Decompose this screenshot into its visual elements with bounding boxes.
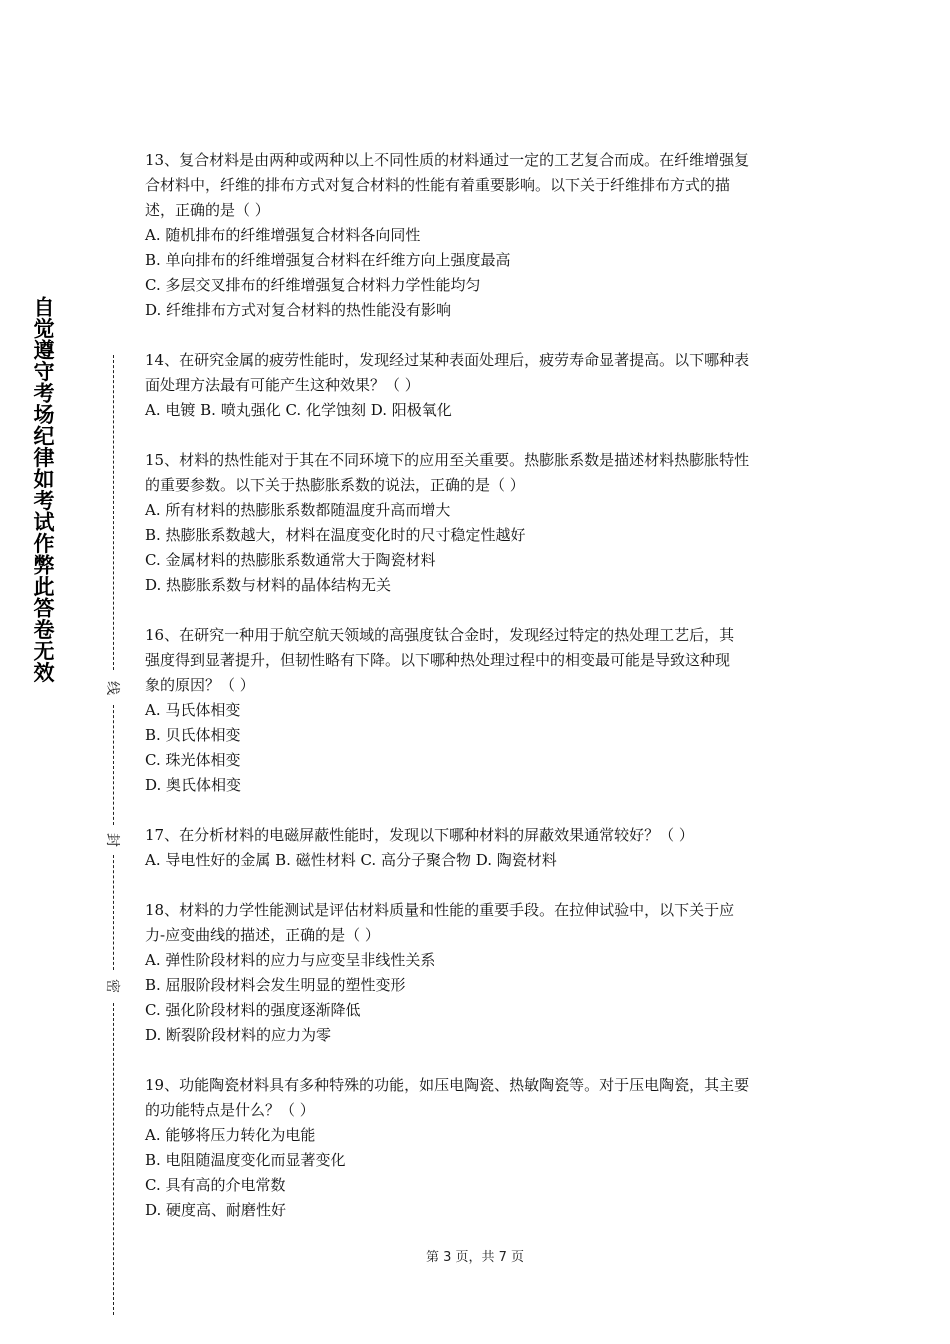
question-stem-line: 18、材料的力学性能测试是评估材料质量和性能的重要手段。在拉伸试验中，以下关于应 bbox=[145, 901, 735, 919]
binding-line bbox=[113, 855, 114, 970]
answer-option: A. 导电性好的金属 B. 磁性材料 C. 高分子聚合物 D. 陶瓷材料 bbox=[145, 851, 557, 869]
answer-option: A. 能够将压力转化为电能 bbox=[145, 1126, 316, 1144]
binding-line bbox=[113, 705, 114, 825]
question-14 bbox=[145, 348, 815, 423]
question-stem-line: 的功能特点是什么？（ ） bbox=[145, 1101, 315, 1119]
question-stem-line: 象的原因？（ ） bbox=[145, 676, 255, 694]
answer-option: A. 马氏体相变 bbox=[145, 701, 241, 719]
question-stem-line: 强度得到显著提升，但韧性略有下降。以下哪种热处理过程中的相变最可能是导致这种现 bbox=[145, 651, 731, 669]
question-15 bbox=[145, 448, 815, 598]
answer-option: A. 所有材料的热膨胀系数都随温度升高而增大 bbox=[145, 501, 451, 519]
question-18 bbox=[145, 898, 815, 1048]
question-stem-line: 面处理方法最有可能产生这种效果？（ ） bbox=[145, 376, 420, 394]
answer-option: D. 断裂阶段材料的应力为零 bbox=[145, 1026, 332, 1044]
question-stem-line: 述，正确的是（ ） bbox=[145, 201, 270, 219]
answer-option: D. 纤维排布方式对复合材料的热性能没有影响 bbox=[145, 301, 452, 319]
seal-mark-secret: 密 bbox=[104, 979, 120, 993]
answer-option: B. 贝氏体相变 bbox=[145, 726, 241, 744]
answer-option: D. 硬度高、耐磨性好 bbox=[145, 1201, 287, 1219]
answer-option: A. 电镀 B. 喷丸强化 C. 化学蚀刻 D. 阳极氧化 bbox=[145, 401, 452, 419]
question-stem-line: 14、在研究金属的疲劳性能时，发现经过某种表面处理后，疲劳寿命显著提高。以下哪种表 bbox=[145, 351, 750, 369]
answer-option: C. 多层交叉排布的纤维增强复合材料力学性能均匀 bbox=[145, 276, 481, 294]
question-17 bbox=[145, 823, 815, 873]
answer-option: B. 单向排布的纤维增强复合材料在纤维方向上强度最高 bbox=[145, 251, 511, 269]
question-stem-line: 17、在分析材料的电磁屏蔽性能时，发现以下哪种材料的屏蔽效果通常较好？（ ） bbox=[145, 826, 694, 844]
answer-option: C. 强化阶段材料的强度逐渐降低 bbox=[145, 1001, 361, 1019]
answer-option: D. 奥氏体相变 bbox=[145, 776, 242, 794]
answer-option: C. 珠光体相变 bbox=[145, 751, 241, 769]
question-stem-line: 19、功能陶瓷材料具有多种特殊的功能，如压电陶瓷、热敏陶瓷等。对于压电陶瓷，其主要 bbox=[145, 1076, 750, 1094]
question-stem-line: 合材料中，纤维的排布方式对复合材料的性能有着重要影响。以下关于纤维排布方式的描 bbox=[145, 176, 731, 194]
question-stem-line: 16、在研究一种用于航空航天领域的高强度钛合金时，发现经过特定的热处理工艺后，其 bbox=[145, 626, 735, 644]
answer-option: B. 热膨胀系数越大，材料在温度变化时的尺寸稳定性越好 bbox=[145, 526, 526, 544]
question-stem-line: 15、材料的热性能对于其在不同环境下的应用至关重要。热膨胀系数是描述材料热膨胀特性 bbox=[145, 451, 750, 469]
answer-option: C. 金属材料的热膨胀系数通常大于陶瓷材料 bbox=[145, 551, 436, 569]
question-stem-line: 的重要参数。以下关于热膨胀系数的说法，正确的是（ ） bbox=[145, 476, 525, 494]
seal-mark-line: 线 bbox=[104, 681, 120, 695]
question-list bbox=[145, 148, 815, 1248]
answer-option: B. 屈服阶段材料会发生明显的塑性变形 bbox=[145, 976, 406, 994]
answer-option: A. 随机排布的纤维增强复合材料各向同性 bbox=[145, 226, 421, 244]
question-19 bbox=[145, 1073, 815, 1223]
answer-option: C. 具有高的介电常数 bbox=[145, 1176, 286, 1194]
seal-mark-seal: 封 bbox=[104, 833, 120, 847]
question-13 bbox=[145, 148, 815, 323]
binding-line bbox=[113, 355, 114, 670]
answer-option: B. 电阻随温度变化而显著变化 bbox=[145, 1151, 346, 1169]
answer-option: A. 弹性阶段材料的应力与应变呈非线性关系 bbox=[145, 951, 436, 969]
answer-option: D. 热膨胀系数与材料的晶体结构无关 bbox=[145, 576, 392, 594]
side-notice: 自觉遵守考场纪律如考试作弊此答卷无效 bbox=[31, 296, 55, 683]
question-stem-line: 13、复合材料是由两种或两种以上不同性质的材料通过一定的工艺复合而成。在纤维增强复 bbox=[145, 151, 750, 169]
page-number: 第 3 页，共 7 页 bbox=[425, 1250, 525, 1265]
binding-line bbox=[113, 1003, 114, 1315]
question-16 bbox=[145, 623, 815, 798]
question-stem-line: 力-应变曲线的描述，正确的是（ ） bbox=[145, 926, 380, 944]
